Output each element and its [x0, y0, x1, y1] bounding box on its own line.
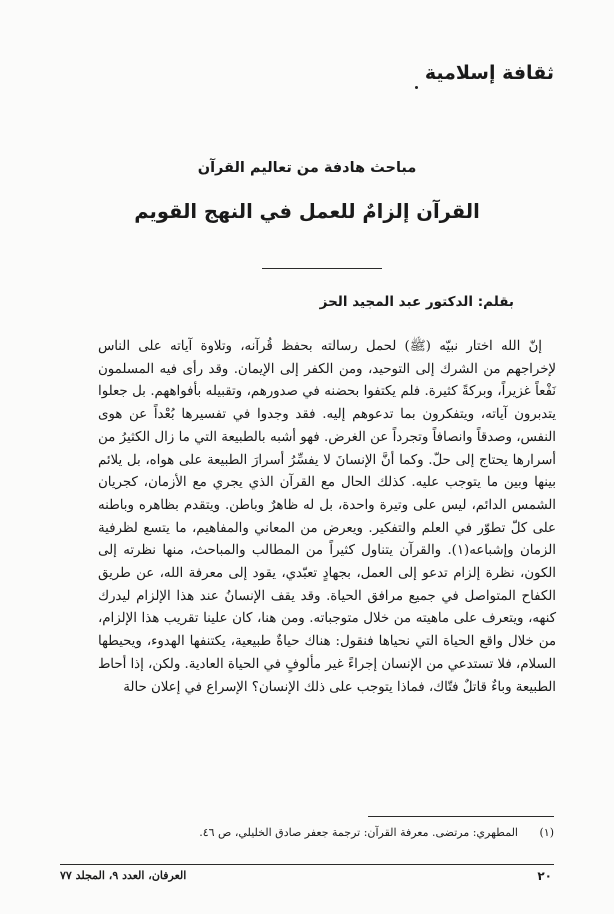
- page-number: ٢٠: [537, 869, 552, 883]
- footer-divider: [60, 864, 554, 865]
- title-divider: [262, 268, 382, 269]
- journal-info: العرفان، العدد ٩، المجلد ٧٧: [60, 869, 187, 882]
- article-subheading: مباحث هادفة من تعاليم القرآن: [197, 160, 417, 176]
- decorative-dot: [415, 86, 418, 89]
- section-header: ثقافة إسلامية: [424, 62, 554, 84]
- article-title: القرآن إلزامٌ للعمل في النهج القويم: [134, 200, 480, 223]
- footnote: [150, 826, 554, 839]
- footnote-divider: [368, 816, 554, 817]
- author-byline: بقلم: الدكتور عبد المجيد الحز: [319, 294, 514, 310]
- footnote-number: (١): [539, 826, 554, 839]
- article-body: إنّ الله اختار نبيّه (ﷺ) لحمل رسالته بحفظ قُرآنه، وتلاوة آياته على الناس لإخراجهم من الشرك إلى التوحيد، ومن الكفر إلى الإيمان. وقد رأى فيه المسلمون نَفْعاً غزيراً، وبركةً كثيرة. فلم يكتفوا بحضنه في صدورهم، وتقبيله بأفواههم. بل جعلوا يتدبرون آياته، ويتفكرون بما تدعوهم إليه. فقد وجدوا في تفسيرها بُعْداً عن هوى النفس، وصدقاً وانصافاً وتجرداً عن الغرض. فهو أشبه بالطبيعة التي ما زال الكثيرُ من أسرارها يحتاج إلى حلّ. وكما أنَّ الإنسانَ لا يفسِّرُ أسرارَ الطبيعة على هواه، بل يلائم بينها وبين ما يتوجب عليه. كذلك الحال مع القرآن الذي يجري مع الأزمان، كجريان الشمس الدائم، ليس على وتيرة واحدة، بل له ظاهرٌ وباطن. ويتقدم بظاهره وباطنه على كلّ تطوّر في العلم والتفكير. ويعرض من المعاني والمفاهيم، ما يتسع لظرفية الزمان وإشباعه(١). والقرآن يتناول كثيراً من المطالب والمباحث، منها نظرته إلى الكون، نظرة إلزام تدعو إلى العمل، بجهادٍ تعبّدي، يقود إلى معرفة الله، عن طريق الكفاح المتواصل في جميع مرافق الحياة. وقد يقف الإنسانُ عند هذا الإلزام ليدرك كنهه، ويتعرف على ماهيته من خلال متوجباته. ومن هنا، كان علينا تقريب هذا الإلزام، من خلال واقع الحياة التي نحياها فنقول: هناك حياةٌ طبيعية، يكتنفها الهدوء، ويحيطها السلام، فلا تستدعي من الإنسان إجراءً غير مألوفٍ في الحياة العادية. ولكن، إذا أحاط الطبيعة وباءٌ قاتلٌ فتّاك، فماذا يتوجب على ذلك الإنسان؟ الإسراع في إعلان حالة: [98, 339, 556, 695]
- footnote-text: المطهري: مرتضى. معرفة القرآن: ترجمة جعفر صادق الخليلي، ص ٤٦.: [199, 826, 518, 839]
